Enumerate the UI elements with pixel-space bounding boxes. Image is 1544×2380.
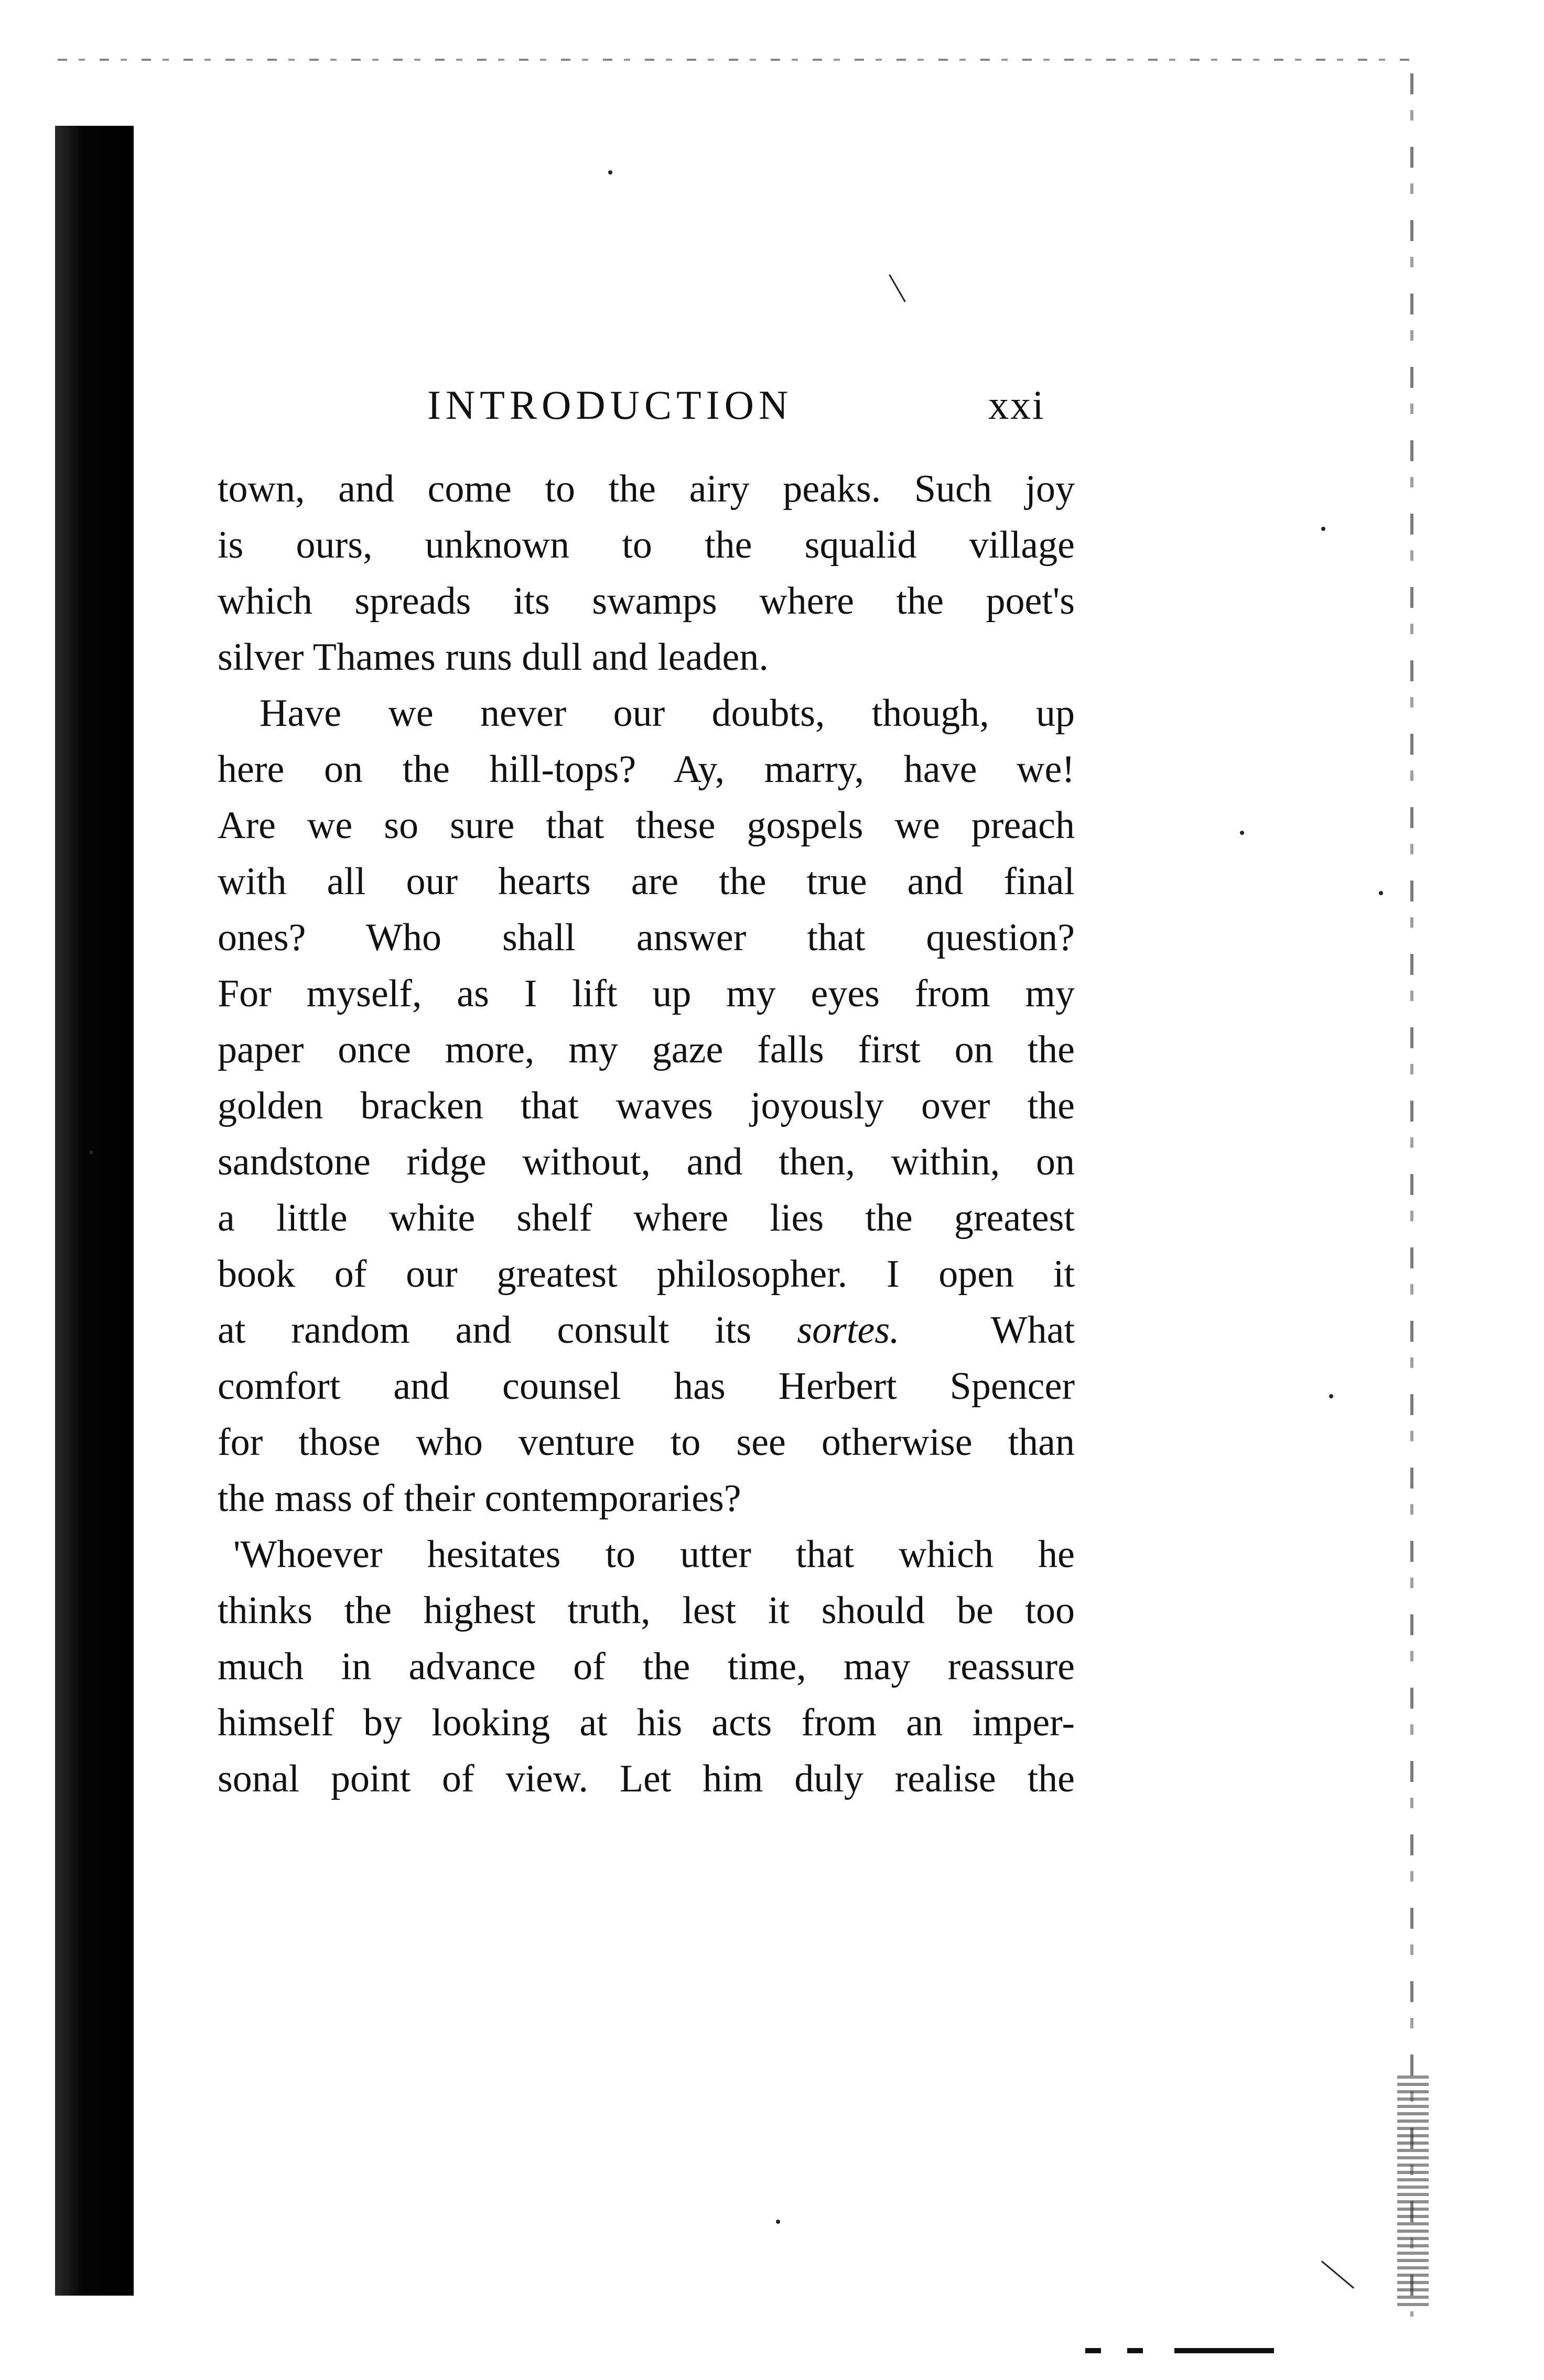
text-line: Are we so sure that these gospels we preach <box>218 804 1075 847</box>
body-text <box>218 461 1075 1807</box>
text-line: a little white shelf where lies the greatest <box>218 1197 1075 1240</box>
text-line: silver Thames runs dull and leaden. <box>218 636 769 679</box>
text-line: sandstone ridge without, and then, within, on <box>218 1140 1075 1183</box>
text-line-with-italic <box>218 1302 1075 1359</box>
running-head <box>0 382 1544 429</box>
text-line: Have we never our doubts, though, up <box>260 692 1075 735</box>
text-line: ones? Who shall answer that question? <box>218 916 1075 959</box>
text-line: thinks the highest truth, lest it should be too <box>218 1589 1075 1632</box>
scan-speck <box>1329 1394 1333 1398</box>
text-segment: What <box>990 1309 1075 1352</box>
scan-speck <box>1379 891 1383 895</box>
text-line: paper once more, my gaze falls first on the <box>218 1028 1075 1071</box>
page-number: xxi <box>988 382 1045 428</box>
scan-speck <box>776 2220 780 2224</box>
text-line: book of our greatest philosopher. I open it <box>218 1253 1075 1296</box>
paragraph-3 <box>218 1527 1075 1807</box>
text-segment: at random and consult its <box>218 1309 752 1352</box>
text-line: the mass of their contemporaries? <box>218 1477 741 1520</box>
scan-speck <box>89 1150 93 1155</box>
text-line: 'Whoever hesitates to utter that which he <box>233 1533 1075 1576</box>
text-line: here on the hill-tops? Ay, marry, have we! <box>218 748 1075 791</box>
text-line: which spreads its swamps where the poet's <box>218 580 1075 623</box>
scan-speck <box>1321 527 1325 531</box>
scan-stroke <box>889 274 906 302</box>
scan-speck <box>608 170 612 175</box>
paragraph-2 <box>218 686 1075 1527</box>
text-line: much in advance of the time, may reassure <box>218 1645 1075 1688</box>
text-line: sonal point of view. Let him duly realise the <box>218 1757 1075 1800</box>
text-line: golden bracken that waves joyously over the <box>218 1084 1075 1127</box>
scan-right-edge-noise <box>1397 2075 1429 2306</box>
running-head-title: INTRODUCTION <box>427 382 793 428</box>
scan-stroke <box>1321 2261 1354 2289</box>
text-line: with all our hearts are the true and final <box>218 860 1075 903</box>
text-line: town, and come to the airy peaks. Such joy <box>218 468 1075 510</box>
text-line: for those who venture to see otherwise than <box>218 1421 1075 1464</box>
italic-word: sortes. <box>797 1309 900 1352</box>
text-line: himself by looking at his acts from an imper- <box>218 1701 1075 1744</box>
scan-binding-shadow <box>55 126 134 2296</box>
paragraph-1 <box>218 461 1075 686</box>
scan-speck <box>1240 831 1244 835</box>
text-line: comfort and counsel has Herbert Spencer <box>218 1365 1075 1408</box>
text-line: is ours, unknown to the squalid village <box>218 524 1075 567</box>
scan-top-edge <box>58 59 1421 61</box>
text-line: For myself, as I lift up my eyes from my <box>218 972 1075 1015</box>
scan-bottom-marks <box>1085 2348 1274 2353</box>
